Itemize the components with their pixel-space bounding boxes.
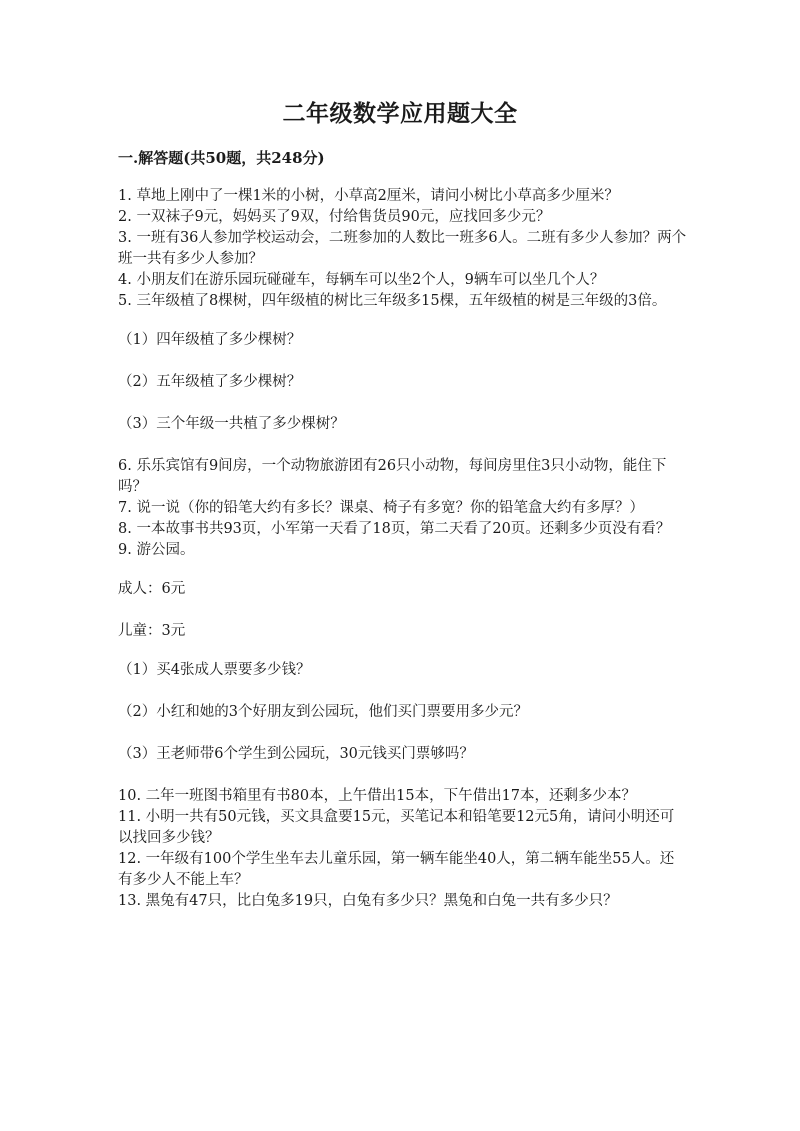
question-9: 9. 游公园。	[118, 542, 195, 558]
question-list	[118, 186, 688, 912]
question-13: 13. 黑兔有47只，比白兔多19只，白兔有多少只？黑兔和白兔一共有多少只？	[118, 893, 618, 909]
question-7: 7. 说一说（你的铅笔大约有多长？课桌、椅子有多宽？你的铅笔盒大约有多厚？）	[118, 500, 644, 516]
question-4: 4. 小朋友们在游乐园玩碰碰车，每辆车可以坐2个人，9辆车可以坐几个人？	[118, 272, 605, 288]
page-title: 二年级数学应用题大全	[282, 100, 518, 127]
question-5-sub-2: （2）五年级植了多少棵树？	[118, 374, 302, 390]
question-3: 3. 一班有36人参加学校运动会，二班参加的人数比一班多6人。二班有多少人参加？两个班一共有多少人参加？	[118, 230, 687, 267]
question-2: 2. 一双袜子9元，妈妈买了9双，付给售货员90元，应找回多少元？	[118, 209, 551, 225]
question-5: 5. 三年级植了8棵树，四年级植的树比三年级多15棵，五年级植的树是三年级的3倍。	[118, 293, 667, 309]
question-6: 6. 乐乐宾馆有9间房，一个动物旅游团有26只小动物，每间房里住3只小动物，能住下吗？	[118, 458, 667, 495]
question-8: 8. 一本故事书共93页，小军第一天看了18页，第二天看了20页。还剩多少页没有看？	[118, 521, 671, 537]
question-9-sub-1: （1）买4张成人票要多少钱？	[118, 662, 311, 678]
question-5-sub-1: （1）四年级植了多少棵树？	[118, 332, 302, 348]
question-5-sub-3: （3）三个年级一共植了多少棵树？	[118, 416, 345, 432]
question-11: 11. 小明一共有50元钱，买文具盒要15元，买笔记本和铅笔要12元5角，请问小明还可以找回多少钱？	[118, 809, 675, 846]
question-1: 1. 草地上刚中了一棵1米的小树，小草高2厘米，请问小树比小草高多少厘米？	[118, 188, 619, 204]
question-12: 12. 一年级有100个学生坐车去儿童乐园，第一辆车能坐40人，第二辆车能坐55人。还有多少人不能上车？	[118, 851, 675, 888]
question-9-sub-2: （2）小红和她的3个好朋友到公园玩，他们买门票要用多少元？	[118, 704, 528, 720]
question-9-sub-3: （3）王老师带6个学生到公园玩，30元钱买门票够吗？	[118, 746, 474, 762]
question-9-adult-price: 成人：6元	[118, 581, 186, 597]
section-heading: 一.解答题(共50题，共248分)	[118, 149, 325, 167]
question-10: 10. 二年一班图书箱里有书80本，上午借出15本，下午借出17本，还剩多少本？	[118, 788, 637, 804]
question-9-child-price: 儿童：3元	[118, 623, 186, 639]
